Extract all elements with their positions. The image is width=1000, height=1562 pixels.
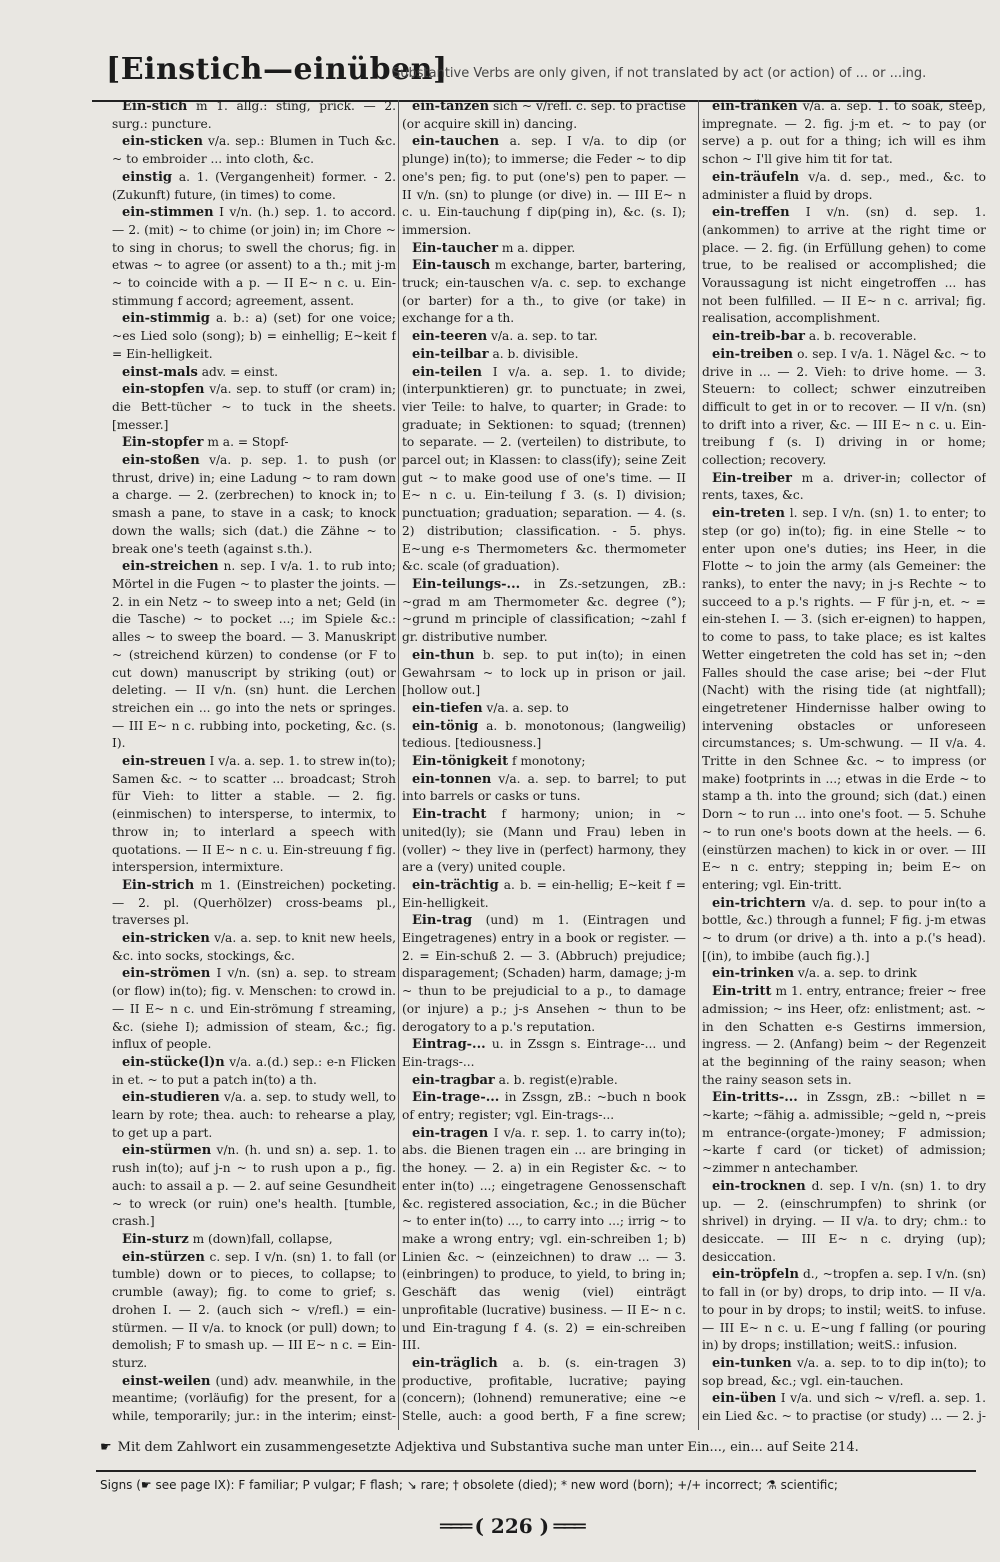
dictionary-entry bbox=[702, 505, 986, 894]
definition: I v/n. (sn) a. sep. to stream (or flow) in(to); fig. v. Menschen: to crowd in. — II E~ n c. und Ein-strömung f streaming, &c. (siehe I); admission of steam, &c.; fig. influx of people. bbox=[112, 966, 396, 1052]
dictionary-entry bbox=[702, 346, 986, 470]
definition: m exchange, barter, bartering, truck; ein-tauschen v/a. c. sep. to exchange (or barter) for a th., to give (or take) in exchange for a th. bbox=[402, 258, 686, 326]
definition: m 1. allg.: sting, prick. — 2. surg.: puncture. bbox=[112, 99, 396, 131]
headword: ein-tönig bbox=[412, 718, 479, 734]
headword: ein-tonnen bbox=[412, 771, 492, 787]
dictionary-entry bbox=[112, 877, 396, 930]
definition: a. b. = ein-hellig; E~keit f = Ein-helligkeit. bbox=[402, 877, 686, 910]
definition: v/a. a. sep. to bbox=[482, 700, 569, 715]
headword: Ein-tracht bbox=[412, 807, 487, 823]
headword: ein-stimmig bbox=[122, 311, 210, 327]
headword: ein-sticken bbox=[122, 134, 203, 150]
definition: c. sep. I v/n. (sn) 1. to fall (or tumble) down or to pieces, to collapse; to crumble (away); fig. to come to grief; s. drohen I. — 2. (auch sich ~ v/refl.) = ein-stürmen. — II v/a. to knock (or pull) down; to demolish; F to smash up. — III E~ n c. = Ein-sturz. bbox=[112, 1249, 396, 1370]
page-header bbox=[92, 48, 972, 102]
note-text: Mit dem Zahlwort ein zusammengesetzte Adjektiva und Substantiva suche man unter Ein..., ein... auf Seite 214. bbox=[117, 1440, 859, 1455]
dictionary-entry bbox=[402, 576, 686, 647]
headword: ein-treib-bar bbox=[712, 329, 805, 345]
headword: ein-träglich bbox=[412, 1355, 498, 1371]
headword: ein-tauchen bbox=[412, 134, 500, 150]
definition: m a. driver-in; collector of rents, taxes, &c. bbox=[702, 470, 986, 503]
dictionary-entry bbox=[112, 1373, 396, 1428]
dictionary-entry bbox=[112, 1249, 396, 1373]
definition: v/a. a. sep. to barrel; to put into barrels or casks or tuns. bbox=[402, 771, 686, 804]
definition: v/a. a. sep. to tar. bbox=[487, 329, 598, 344]
definition: v/a. a. sep. to study well, to learn by rote; thea. auch: to rehearse a play, to get up a part. bbox=[112, 1090, 396, 1140]
headword: Ein-tönigkeit bbox=[412, 754, 509, 770]
definition: a. b. recoverable. bbox=[804, 329, 917, 344]
headword: ein-thun bbox=[412, 647, 475, 663]
dictionary-entry bbox=[402, 912, 686, 1036]
dictionary-entry bbox=[702, 470, 986, 505]
headword: Ein-teilungs-... bbox=[412, 576, 521, 592]
definition: o. sep. I v/a. 1. Nägel &c. ~ to drive in ... — 2. Vieh: to drive home. — 3. Steuern: to collect; schwer einzutreiben difficult to get in or to recover. — II v/n. (sn) to drift into a river, &c. — III E~ n c. u. Ein-treibung f (s. I) driving in or home; collection; recovery. bbox=[702, 346, 986, 468]
headword: ein-treffen bbox=[712, 205, 790, 221]
dictionary-entry bbox=[112, 558, 396, 753]
signs-legend: Signs (☛ see page IX): F familiar; P vulgar; F flash; ↘ rare; † obsolete (died); * new word (born); +/+ incorrect; ⚗ scientific; bbox=[100, 1478, 838, 1492]
headword: ein-stürmen bbox=[122, 1143, 212, 1159]
dictionary-entry bbox=[402, 364, 686, 576]
definition: in Zssgn, zB.: ~buch n book of entry; register; vgl. Ein-trags-... bbox=[402, 1090, 686, 1123]
definition: v/a. d. sep., med., &c. to administer a fluid by drops. bbox=[702, 169, 986, 202]
dictionary-entry bbox=[402, 240, 686, 258]
headword: ein-streuen bbox=[122, 754, 206, 770]
definition: v/a. d. sep. to pour in(to a bottle, &c.) through a funnel; F fig. j-m etwas ~ to drum (or drive) a th. into a p.('s head). [(in), to imbibe (auch fig.).] bbox=[702, 895, 986, 963]
headword: Ein-strich bbox=[122, 877, 195, 893]
headword: ein-teeren bbox=[412, 329, 488, 345]
definition: sich ~ v/refl. c. sep. to practise (or acquire skill in) dancing. bbox=[402, 99, 686, 131]
definition: v/n. (h. und sn) a. sep. 1. to rush in(to); auf j-n ~ to rush upon a p., fig. auch: to assail a p. — 2. auf seine Gesundheit ~ to wreck (or ruin) one's health. [tumble, crash.] bbox=[112, 1143, 396, 1229]
dictionary-entry bbox=[402, 257, 686, 328]
dictionary-entry bbox=[702, 895, 986, 966]
dictionary-entry bbox=[112, 98, 396, 133]
headword: Ein-sturz bbox=[122, 1232, 189, 1247]
definition: adv. = einst. bbox=[197, 364, 279, 379]
dictionary-entry bbox=[702, 1089, 986, 1178]
definition: m 1. (Einstreichen) pocketing. — 2. pl. (Querhölzer) cross-beams pl., traverses pl. bbox=[112, 877, 396, 928]
headword: Ein-treiber bbox=[712, 470, 792, 486]
dictionary-entry bbox=[112, 364, 396, 382]
headword: ein-tragen bbox=[412, 1125, 489, 1141]
definition: b. sep. to put in(to); in einen Gewahrsam ~ to lock up in prison or jail. [hollow out.] bbox=[402, 647, 686, 698]
dictionary-entry bbox=[112, 1231, 396, 1249]
dictionary-entry bbox=[112, 133, 396, 168]
dictionary-entry bbox=[402, 1072, 686, 1090]
definition: I v/a. a. sep. 1. to divide; (interpunktieren) gr. to punctuate; in zwei, vier Teile: to halve, to quarter; in Grade: to graduate; in Sektionen: to squad; (trennen) to separate. — 2. (verteilen) to distribute, to parcel out; in Klassen: to class(ify); seine Zeit gut ~ to make good use of one's time. — II E~ n c. u. Ein-teilung f 3. (s. I) division; punctuation; graduation; separation. — 4. (s. 2) distribution; classification. - 5. phys. E~ung e-s Thermometers &c. thermometer &c. scale (of graduation). bbox=[402, 364, 686, 574]
headword: Ein-stopfer bbox=[122, 435, 204, 451]
definition: m 1. entry, entrance; freier ~ free admission; ~ ins Heer, ofz: enlistment; ast. ~ in den Schatten e-s Gestirns immersion, ingress. — 2. (Anfang) beim ~ der Regenzeit at the beginning of the rainy season; when the rainy season sets in. bbox=[702, 984, 986, 1087]
headword: ein-tragbar bbox=[412, 1072, 495, 1088]
headword: ein-strömen bbox=[122, 966, 211, 982]
dictionary-entry bbox=[402, 700, 686, 718]
definition: v/a. a.(d.) sep.: e-n Flicken in et. ~ to put a patch in(to) a th. bbox=[112, 1054, 396, 1087]
headword: einst-mals bbox=[122, 364, 198, 380]
definition: f monotony; bbox=[508, 754, 586, 769]
dictionary-entry bbox=[112, 381, 396, 434]
definition: f harmony; union; in ~ united(ly); sie (Mann und Frau) leben in (voller) ~ they live in (perfect) harmony, they are a (very) united couple. bbox=[402, 807, 686, 875]
definition: m (down)fall, collapse, bbox=[188, 1232, 333, 1246]
footer-divider bbox=[96, 1470, 976, 1472]
headword: einst-weilen bbox=[122, 1373, 211, 1389]
headword: ein-trinken bbox=[712, 966, 795, 982]
headword: ein-tiefen bbox=[412, 700, 483, 716]
headword: ein-studieren bbox=[122, 1090, 220, 1106]
headword: ein-träufeln bbox=[712, 169, 800, 185]
dictionary-entry bbox=[702, 983, 986, 1089]
definition: m a. = Stopf- bbox=[203, 435, 289, 450]
definition: a. b. regist(e)rable. bbox=[494, 1072, 618, 1087]
definition: (und) adv. meanwhile, in the meantime; (vorläufig) for the present, for a while, temporarily; jur.: in the interim; einst- bbox=[112, 1373, 396, 1424]
dictionary-entry bbox=[112, 169, 396, 204]
dictionary-entry bbox=[702, 1355, 986, 1390]
headword: ein-teilen bbox=[412, 364, 482, 380]
dictionary-entry bbox=[112, 1089, 396, 1142]
dictionary-entry bbox=[702, 1266, 986, 1355]
dictionary-entry bbox=[402, 877, 686, 912]
headword: ein-stimmen bbox=[122, 205, 214, 221]
headword: Ein-tritts-... bbox=[712, 1090, 798, 1106]
cross-reference-note bbox=[100, 1440, 970, 1455]
dictionary-entry bbox=[112, 753, 396, 877]
headword: Ein-tritt bbox=[712, 984, 772, 1000]
page-number: ═══ ( 226 ) ═══ bbox=[440, 1514, 584, 1538]
column-divider bbox=[698, 100, 699, 1430]
headword: ein-trichtern bbox=[712, 895, 806, 911]
page-number-text: ( 226 ) bbox=[474, 1514, 550, 1538]
dictionary-entry bbox=[402, 1355, 686, 1428]
headword: Ein-tausch bbox=[412, 258, 491, 274]
headword: ein-treiben bbox=[712, 346, 793, 362]
dictionary-entry bbox=[702, 1390, 986, 1428]
dictionary-entry bbox=[112, 204, 396, 310]
dictionary-entry bbox=[112, 930, 396, 965]
running-head: [Einstich—einüben] bbox=[106, 52, 448, 87]
headword: ein-trocknen bbox=[712, 1178, 806, 1194]
dictionary-entry bbox=[112, 310, 396, 363]
dictionary-entry bbox=[702, 169, 986, 204]
definition: v/a. a. sep. to to dip in(to); to sop bread, &c.; vgl. ein-tauchen. bbox=[702, 1355, 986, 1388]
headword: ein-stücke(l)n bbox=[122, 1054, 225, 1070]
dictionary-entry bbox=[112, 1054, 396, 1089]
definition: l. sep. I v/n. (sn) 1. to enter; to step (or go) in(to); fig. in eine Stelle ~ to enter upon one's duties; ins Heer, in die Flotte ~ to join the army (als Gemeiner: the ranks), to enter the navy; in j-s Rechte ~ to succeed to a p.'s rights. — F für j-n, et. ~ = ein-stehen I. — 3. (sich er-eignen) to happen, to come to pass, to take place; es ist kaltes Wetter eingetreten the cold has set in; ~den Falles should the case arise; bei ~der Flut (Nacht) with the rising tide (at nightfall); eingetretener Hindernisse halber owing to intervening obstacles or unforeseen circumstances; s. Um-schwung. — II v/a. 4. Tritte in den Schnee &c. ~ to impress (or make) footprints in ...; etwas in die Erde ~ to stamp a th. into the ground; sich (dat.) einen Dorn ~ to run ... into one's foot. — 5. Schuhe ~ to run one's boots down at the heels. — 6. (einstürzen machen) to kick in or over. — III E~ n c. entry; stepping in; beim E~ on entering; vgl. Ein-tritt. bbox=[702, 506, 986, 892]
definition: I v/a. a. sep. 1. to strew in(to); Samen &c. ~ to scatter ... broadcast; Stroh für Vieh: to litter a stable. — 2. fig. (einmischen) to intersperse, to intermix, to throw in; to interlard a speech with quotations. — II E~ n c. u. Ein-streuung f fig. interspersion, intermixture. bbox=[112, 754, 396, 875]
dictionary-entry bbox=[702, 965, 986, 983]
definition: in Zssgn, zB.: ~billet n = ~karte; ~fähig a. admissible; ~geld n, ~preis m entrance-(orgate-)money; F admission; ~karte f card (or ticket) of admission; ~zimmer n antechamber. bbox=[702, 1090, 986, 1176]
definition: I v/a. und sich ~ v/refl. a. sep. 1. ein Lied &c. ~ to practise (or study) ... — 2. j- bbox=[702, 1391, 986, 1424]
headword: Ein-taucher bbox=[412, 240, 499, 256]
dictionary-entry bbox=[402, 133, 686, 239]
column-2 bbox=[402, 98, 686, 1428]
headword: Ein-trag bbox=[412, 913, 473, 929]
definition: a. b.: a) (set) for one voice; ~es Lied solo (song); b) = einhellig; E~keit f = Ein-helligkeit. bbox=[112, 311, 396, 361]
headword: ein-trächtig bbox=[412, 877, 499, 893]
dictionary-entry bbox=[702, 328, 986, 346]
dictionary-entry bbox=[112, 452, 396, 558]
headword: Ein-stich bbox=[122, 99, 188, 114]
headword: ein-tanzen bbox=[412, 99, 490, 114]
dictionary-entry bbox=[112, 1142, 396, 1231]
dictionary-entry bbox=[402, 346, 686, 364]
dictionary-entry bbox=[402, 718, 686, 753]
dictionary-entry bbox=[702, 1178, 986, 1267]
definition: d. sep. I v/n. (sn) 1. to dry up. — 2. (einschrumpfen) to shrink (or shrivel) in drying. — II v/a. to dry; chm.: to desiccate. — III E~ n c. drying (up); desiccation. bbox=[702, 1178, 986, 1264]
definition: v/a. sep.: Blumen in Tuch &c. ~ to embroider ... into cloth, &c. bbox=[112, 134, 396, 167]
headword: ein-teilbar bbox=[412, 346, 489, 362]
definition: a. sep. I v/a. to dip (or plunge) in(to); to immerse; die Feder ~ to dip one's pen; fig. to put (one's) pen to paper. — II v/n. (sn) to plunge (or dive) in. — III E~ n c. u. Ein-tauchung f dip(ping in), &c. (s. I); immersion. bbox=[402, 134, 686, 237]
definition: u. in Zssgn s. Eintrage-... und Ein-trags-... bbox=[402, 1037, 686, 1069]
headword: ein-stricken bbox=[122, 931, 210, 947]
dictionary-entry bbox=[402, 328, 686, 346]
headword: ein-stopfen bbox=[122, 382, 205, 398]
headword: ein-stürzen bbox=[122, 1249, 205, 1265]
pointing-hand-icon: ☛ bbox=[100, 1440, 112, 1455]
definition: v/a. p. sep. 1. to push (or thrust, drive) in; eine Ladung ~ to ram down a charge. — 2. (zerbrechen) to knock in; to smash a pane, to stave in a cask; to knock down the walls; sich (dat.) die Zähne ~ to break one's teeth (against s.th.). bbox=[112, 453, 396, 556]
definition: a. 1. (Vergangenheit) former. - 2. (Zukunft) future, (in times) to come. bbox=[112, 169, 396, 202]
definition: a. b. monotonous; (langweilig) tedious. [tediousness.] bbox=[402, 718, 686, 751]
dictionary-entry bbox=[402, 98, 686, 133]
definition: d., ~tropfen a. sep. I v/n. (sn) to fall in (or by) drops, to drip into. — II v/a. to pour in by drops; to instil; weitS. to infuse. — III E~ n c. u. E~ung f falling (or pouring in) by drops; instillation; weitS.: infusion. bbox=[702, 1267, 986, 1353]
header-note: Substantive Verbs are only given, if not translated by act (or action) of ... or ...ing. bbox=[392, 66, 927, 81]
headword: ein-üben bbox=[712, 1391, 777, 1407]
column-3 bbox=[702, 98, 986, 1428]
dictionary-entry bbox=[702, 204, 986, 328]
dictionary-entry bbox=[402, 753, 686, 771]
headword: ein-streichen bbox=[122, 559, 219, 575]
definition: in Zs.-setzungen, zB.: ~grad m am Thermometer &c. degree (°); ~grund m principle of classification; ~zahl f gr. distributive number. bbox=[402, 576, 686, 645]
headword: Eintrag-... bbox=[412, 1037, 486, 1053]
column-1 bbox=[112, 98, 396, 1428]
dictionary-entry bbox=[112, 965, 396, 1054]
definition: n. sep. I v/a. 1. to rub into; Mörtel in die Fugen ~ to plaster the joints. — 2. in ein Netz ~ to sweep into a net; Geld (in die Tasche) ~ to pocket ...; im Spiele &c.: alles ~ to sweep the board. — 3. Manuskript ~ (streichend kürzen) to condense (or F to cut down) manuscript by striking (out) or deleting. — II v/n. (sn) hunt. die Lerchen streichen ein ... go into the nets or springes. — III E~ n c. rubbing into, pocketing, &c. (s. I). bbox=[112, 559, 396, 751]
dictionary-entry bbox=[702, 98, 986, 169]
dictionary-entry bbox=[402, 647, 686, 700]
headword: ein-tunken bbox=[712, 1355, 792, 1371]
definition: (und) m 1. (Eintragen und Eingetragenes) entry in a book or register. — 2. = Ein-schuß 2. — 3. (Abbruch) prejudice; disparagement; (Schaden) harm, damage; j-m ~ thun to be prejudicial to a p., to damage (or injure) a p.; j-s Ansehen ~ thun to be derogatory to a p.'s reputation. bbox=[402, 913, 686, 1034]
dictionary-entry bbox=[402, 771, 686, 806]
definition: I v/n. (sn) d. sep. 1. (ankommen) to arrive at the right time or place. — 2. fig. (in Erfüllung gehen) to come true, to be realised or accomplished; die Voraussagung ist nicht eingetroffen ... has not been fulfilled. — II E~ n c. arrival; fig. realisation, accomplishment. bbox=[702, 205, 986, 326]
definition: v/a. a. sep. 1. to soak, steep, impregnate. — 2. fig. j-m et. ~ to pay (or serve) a p. out for a thing; ich will es ihm schon ~ I'll give him tit for tat. bbox=[702, 99, 986, 167]
dictionary-entry bbox=[402, 806, 686, 877]
dictionary-entry bbox=[402, 1036, 686, 1071]
headword: ein-tröpfeln bbox=[712, 1267, 799, 1283]
definition: a. b. divisible. bbox=[488, 346, 579, 361]
definition: I v/n. (h.) sep. 1. to accord. — 2. (mit) ~ to chime (or join) in; im Chore ~ to sing in chorus; to swell the chorus; fig. in etwas ~ to agree (or assent) to a th.; mit j-m ~ to coincide with a p. — II E~ n c. u. Ein-stimmung f accord; agreement, assent. bbox=[112, 205, 396, 308]
headword: ein-treten bbox=[712, 506, 785, 522]
dictionary-entry bbox=[402, 1089, 686, 1124]
column-divider bbox=[398, 100, 399, 1430]
definition: m a. dipper. bbox=[498, 240, 576, 255]
definition: a. b. (s. ein-tragen 3) productive, profitable, lucrative; paying (concern); (lohnend) remunerative; eine ~e Stelle, auch: a good berth, F a fine screw; bbox=[402, 1355, 686, 1424]
dictionary-entry bbox=[402, 1125, 686, 1355]
definition: I v/a. r. sep. 1. to carry in(to); abs. die Bienen tragen ein ... are bringing in the honey. — 2. a) in ein Register &c. ~ to enter in(to) ...; eingetragene Genossenschaft &c. registered association, &c.; in die Bücher ~ to enter in(to) ..., to carry into ...; irrig ~ to make a wrong entry; vgl. ein-schreiben 1; b) Linien &c. ~ (einzeichnen) to draw ... — 3. (einbringen) to produce, to yield, to bring in; Geschäft das wenig (viel) einträgt unprofitable (lucrative) business. — II E~ n c. und Ein-tragung f 4. (s. 2) = ein-schreiben III. bbox=[402, 1125, 686, 1353]
definition: v/a. a. sep. to knit new heels, &c. into socks, stockings, &c. bbox=[112, 931, 396, 963]
headword: ein-stoßen bbox=[122, 453, 200, 469]
dictionary-entry bbox=[112, 434, 396, 452]
headword: Ein-trage-... bbox=[412, 1090, 500, 1106]
definition: v/a. a. sep. to drink bbox=[794, 966, 917, 981]
definition: v/a. sep. to stuff (or cram) in; die Bett-tücher ~ to tuck in the sheets. [messer.] bbox=[112, 382, 396, 432]
headword: ein-tränken bbox=[712, 99, 798, 114]
headword: einstig bbox=[122, 169, 173, 185]
